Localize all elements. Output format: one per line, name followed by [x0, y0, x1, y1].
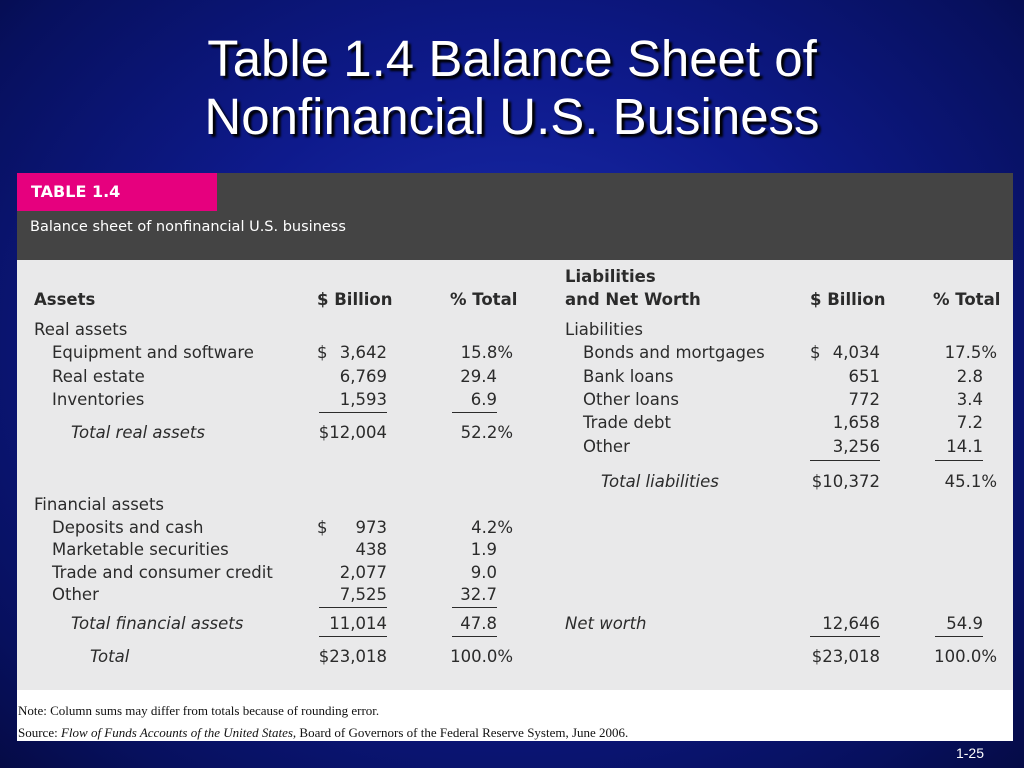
liability-row-value: 651 [848, 367, 880, 386]
asset-row-value: 6,769 [339, 367, 387, 386]
currency-symbol: $ [317, 518, 328, 537]
total-assets-label: Total [90, 647, 130, 666]
asset-row-pct: 1.9 [470, 540, 497, 559]
liabilities-label: Liabilities [565, 320, 643, 339]
total-liabilities-net-worth-value: $23,018 [811, 647, 880, 666]
source-prefix: Source: [18, 725, 61, 740]
liability-row-value: 4,034 [832, 343, 880, 362]
liability-row-value: 1,658 [832, 413, 880, 432]
liability-row-label: Bank loans [583, 367, 674, 386]
assets-billion-header: $ Billion [317, 290, 393, 309]
source-title: Flow of Funds Accounts of the United States, [60, 725, 297, 740]
liabilities-header-line-1: Liabilities [565, 267, 656, 286]
total-financial-assets-label: Total financial assets [71, 614, 244, 633]
subtotal-rule [810, 460, 880, 461]
asset-row-pct: 4.2% [471, 518, 513, 537]
asset-row-value: 1,593 [339, 390, 387, 409]
subtotal-rule [319, 607, 387, 608]
table-caption: Balance sheet of nonfinancial U.S. business [30, 219, 346, 235]
total-assets-value: $23,018 [318, 647, 387, 666]
table-number-tag: TABLE 1.4 [17, 173, 217, 211]
balance-sheet-table [17, 173, 1013, 741]
liabilities-header-line-2: and Net Worth [565, 290, 701, 309]
liability-row-label: Other loans [583, 390, 679, 409]
liabilities-pct-header: % Total [933, 290, 1001, 309]
real-assets-label: Real assets [34, 320, 128, 339]
subtotal-rule [452, 607, 497, 608]
total-assets-pct: 100.0% [450, 647, 513, 666]
asset-row-label: Trade and consumer credit [52, 563, 273, 582]
assets-pct-header: % Total [450, 290, 518, 309]
asset-row-value: 973 [355, 518, 387, 537]
liability-row-value: 3,256 [832, 437, 880, 456]
table-header-band [17, 173, 1013, 260]
table-notes [17, 690, 1013, 741]
net-worth-pct: 54.9 [946, 614, 983, 633]
slide-title-line-1: Table 1.4 Balance Sheet of [207, 30, 817, 87]
asset-row-label: Real estate [52, 367, 145, 386]
source-note [18, 725, 628, 741]
liability-row-label: Trade debt [583, 413, 671, 432]
asset-row-pct: 32.7 [460, 585, 497, 604]
net-worth-label: Net worth [565, 614, 647, 633]
asset-row-pct: 9.0 [470, 563, 497, 582]
liability-row-pct: 17.5% [944, 343, 997, 362]
total-liabilities-net-worth-pct: 100.0% [934, 647, 997, 666]
liability-row-pct: 7.2 [956, 413, 983, 432]
currency-symbol: $ [810, 343, 821, 362]
subtotal-rule [935, 460, 983, 461]
asset-row-label: Marketable securities [52, 540, 229, 559]
subtotal-rule [935, 636, 983, 637]
total-liabilities-pct: 45.1% [944, 472, 997, 491]
asset-row-label: Inventories [52, 390, 145, 409]
total-real-assets-label: Total real assets [71, 423, 205, 442]
total-liabilities-value: $10,372 [811, 472, 880, 491]
liability-row-label: Bonds and mortgages [583, 343, 765, 362]
asset-row-pct: 6.9 [470, 390, 497, 409]
liability-row-pct: 2.8 [956, 367, 983, 386]
subtotal-rule [319, 412, 387, 413]
total-real-assets-pct: 52.2% [460, 423, 513, 442]
asset-row-pct: 15.8% [460, 343, 513, 362]
total-financial-assets-value: 11,014 [329, 614, 387, 633]
slide-title-line-2: Nonfinancial U.S. Business [204, 88, 820, 145]
asset-row-pct: 29.4 [460, 367, 497, 386]
asset-row-value: 438 [355, 540, 387, 559]
liability-row-pct: 3.4 [956, 390, 983, 409]
liability-row-label: Other [583, 437, 630, 456]
liability-row-pct: 14.1 [946, 437, 983, 456]
rounding-note: Note: Column sums may differ from totals because of rounding error. [18, 703, 380, 718]
asset-row-label: Equipment and software [52, 343, 254, 362]
subtotal-rule [810, 636, 880, 637]
asset-row-value: 3,642 [339, 343, 387, 362]
slide-number: 1-25 [955, 745, 984, 761]
total-financial-assets-pct: 47.8 [460, 614, 497, 633]
liability-row-value: 772 [848, 390, 880, 409]
assets-header: Assets [34, 290, 96, 309]
financial-assets-label: Financial assets [34, 495, 165, 514]
currency-symbol: $ [317, 343, 328, 362]
asset-row-value: 2,077 [339, 563, 387, 582]
subtotal-rule [319, 636, 387, 637]
asset-row-label: Deposits and cash [52, 518, 204, 537]
asset-row-value: 7,525 [339, 585, 387, 604]
source-rest: Board of Governors of the Federal Reserve System, June 2006. [296, 725, 629, 740]
liabilities-billion-header: $ Billion [810, 290, 886, 309]
subtotal-rule [452, 412, 497, 413]
asset-row-label: Other [52, 585, 99, 604]
subtotal-rule [452, 636, 497, 637]
total-real-assets-value: $12,004 [318, 423, 387, 442]
total-liabilities-label: Total liabilities [601, 472, 719, 491]
slide-title [0, 30, 1024, 146]
net-worth-value: 12,646 [822, 614, 880, 633]
